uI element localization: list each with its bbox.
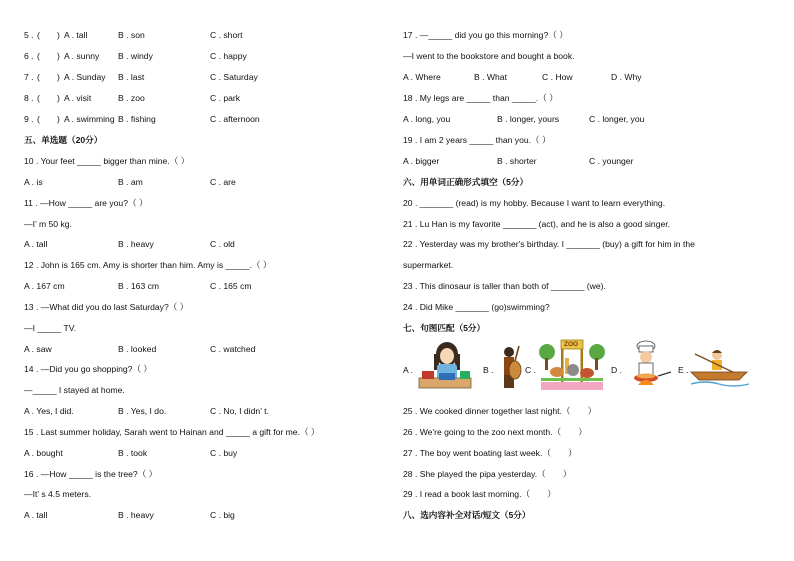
question-12: 12 . John is 165 cm. Amy is shorter than him. Amy is _____.（ ） — [24, 260, 272, 270]
question-17-answer: —I went to the bookstore and bought a book. — [403, 51, 575, 61]
question-17: 17 . —_____ did you go this morning?（ ） — [403, 30, 568, 40]
option-c[interactable]: C . watched — [210, 344, 256, 354]
answer-blank[interactable]: ( ) — [37, 72, 60, 82]
pic-label-c: C . — [525, 365, 536, 375]
option-b[interactable]: B . longer, yours — [497, 114, 560, 124]
option-b[interactable]: B . last — [118, 72, 145, 82]
option-a[interactable]: A . tall — [24, 239, 48, 249]
option-c[interactable]: C . are — [210, 177, 236, 187]
question-13-answer: —I _____ TV. — [24, 323, 77, 333]
option-a[interactable]: A . visit — [64, 93, 92, 103]
boy-boating-picture — [689, 346, 751, 388]
question-27: 27 . The boy went boating last week.（ ） — [403, 448, 577, 458]
section-7-heading: 七、句图匹配（5分） — [403, 323, 486, 333]
question-28: 28 . She played the pipa yesterday.（ ） — [403, 469, 572, 479]
pic-label-b: B . — [483, 365, 494, 375]
question-11: 11 . —How _____ are you?（ ） — [24, 198, 148, 208]
pic-label-e: E . — [678, 365, 689, 375]
girl-reading-picture — [417, 340, 473, 390]
option-c[interactable]: C . No, I didn’ t. — [210, 406, 269, 416]
question-16: 16 . —How _____ is the tree?（ ） — [24, 469, 158, 479]
option-b[interactable]: B . windy — [118, 51, 153, 61]
option-a[interactable]: A . Yes, I did. — [24, 406, 74, 416]
pic-label-d: D . — [611, 365, 622, 375]
option-c[interactable]: C . buy — [210, 448, 238, 458]
question-22-cont: supermarket. — [403, 260, 454, 270]
option-c[interactable]: C . longer, you — [589, 114, 645, 124]
option-a[interactable]: A . Sunday — [64, 72, 106, 82]
option-a[interactable]: A . bigger — [403, 156, 440, 166]
option-c[interactable]: C . happy — [210, 51, 247, 61]
answer-blank[interactable]: ( ) — [37, 93, 60, 103]
question-20: 20 . _______ (read) is my hobby. Because I want to learn everything. — [403, 198, 666, 208]
question-23: 23 . This dinosaur is taller than both of _______ (we). — [403, 281, 606, 291]
option-c[interactable]: C . short — [210, 30, 243, 40]
question-25: 25 . We cooked dinner together last night.（ ） — [403, 406, 597, 416]
option-c[interactable]: C . younger — [589, 156, 634, 166]
option-b[interactable]: B . am — [118, 177, 143, 187]
option-a[interactable]: A . long, you — [403, 114, 451, 124]
option-a[interactable]: A . tall — [64, 30, 88, 40]
option-a[interactable]: A . Where — [403, 72, 441, 82]
question-16-answer: —It’ s 4.5 meters. — [24, 489, 92, 499]
answer-blank[interactable]: ( ) — [37, 114, 60, 124]
section-6-heading: 六、用单词正确形式填空（5分） — [403, 177, 529, 187]
option-b[interactable]: B . fishing — [118, 114, 156, 124]
option-a[interactable]: A . saw — [24, 344, 52, 354]
question-29: 29 . I read a book last morning.（ ） — [403, 489, 556, 499]
option-c[interactable]: C . big — [210, 510, 235, 520]
question-21: 21 . Lu Han is my favorite _______ (act), and he is also a good singer. — [403, 219, 671, 229]
option-c[interactable]: C . afternoon — [210, 114, 260, 124]
zoo-picture — [537, 338, 607, 392]
pipa-player-picture — [495, 344, 525, 390]
option-b[interactable]: B . took — [118, 448, 148, 458]
option-b[interactable]: B . shorter — [497, 156, 537, 166]
question-19: 19 . I am 2 years _____ than you.（ ） — [403, 135, 551, 145]
question-10: 10 . Your feet _____ bigger than mine.（ ） — [24, 156, 190, 166]
question-22: 22 . Yesterday was my brother's birthday. I _______ (buy) a gift for him in the — [403, 239, 695, 249]
option-b[interactable]: B . zoo — [118, 93, 145, 103]
option-c[interactable]: C . 165 cm — [210, 281, 252, 291]
answer-blank[interactable]: ( ) — [37, 30, 60, 40]
question-24: 24 . Did Mike _______ (go)swimming? — [403, 302, 550, 312]
option-d[interactable]: D . Why — [611, 72, 642, 82]
option-b[interactable]: B . son — [118, 30, 145, 40]
option-a[interactable]: A . is — [24, 177, 43, 187]
option-a[interactable]: A . 167 cm — [24, 281, 65, 291]
option-a[interactable]: A . bought — [24, 448, 63, 458]
question-11-answer: —I’ m 50 kg. — [24, 219, 72, 229]
option-c[interactable]: C . old — [210, 239, 235, 249]
option-a[interactable]: A . swimming — [64, 114, 115, 124]
section-8-heading: 八、选内容补全对话/短文（5分） — [403, 510, 531, 520]
zoo-sign-text: ZOO — [564, 341, 579, 348]
pic-label-a: A . — [403, 365, 414, 375]
option-c[interactable]: C . How — [542, 72, 573, 82]
question-18: 18 . My legs are _____ than _____.（ ） — [403, 93, 558, 103]
option-b[interactable]: B . heavy — [118, 510, 154, 520]
chef-cooking-picture — [624, 340, 674, 390]
option-c[interactable]: C . Saturday — [210, 72, 258, 82]
question-26: 26 . We're going to the zoo next month.（ ） — [403, 427, 587, 437]
question-13: 13 . —What did you do last Saturday?（ ） — [24, 302, 189, 312]
option-b[interactable]: B . heavy — [118, 239, 154, 249]
answer-blank[interactable]: ( ) — [37, 51, 60, 61]
question-15: 15 . Last summer holiday, Sarah went to Hainan and _____ a gift for me.（ ） — [24, 427, 320, 437]
option-a[interactable]: A . sunny — [64, 51, 100, 61]
option-c[interactable]: C . park — [210, 93, 241, 103]
question-14-answer: —_____ I stayed at home. — [24, 385, 125, 395]
question-14: 14 . —Did you go shopping?（ ） — [24, 364, 153, 374]
option-b[interactable]: B . 163 cm — [118, 281, 160, 291]
option-a[interactable]: A . tall — [24, 510, 48, 520]
option-b[interactable]: B . What — [474, 72, 507, 82]
section-5-heading: 五、单选题（20分） — [24, 135, 103, 145]
option-b[interactable]: B . Yes, I do. — [118, 406, 167, 416]
option-b[interactable]: B . looked — [118, 344, 157, 354]
